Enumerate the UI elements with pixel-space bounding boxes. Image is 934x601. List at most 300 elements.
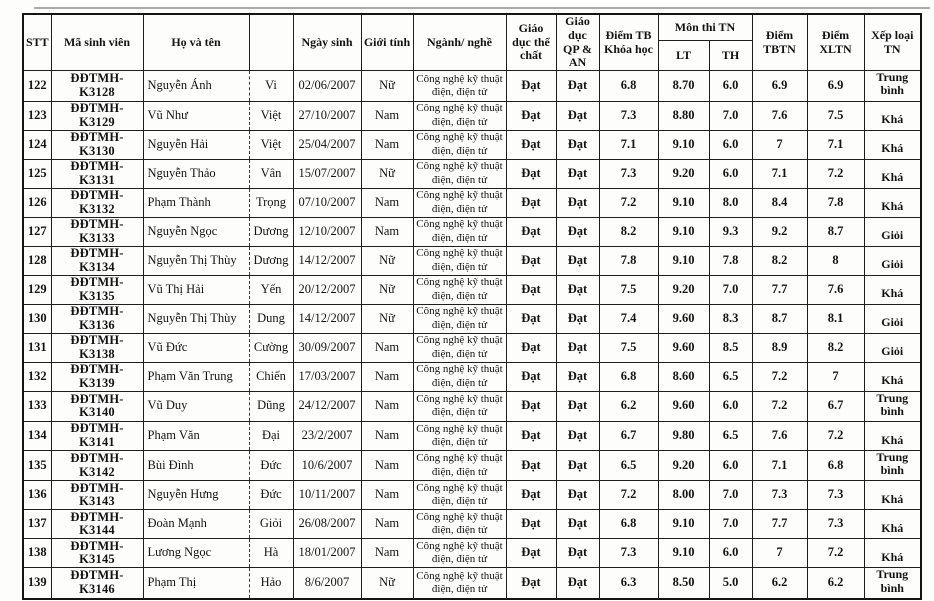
cell-gpa: 7.4: [599, 304, 658, 333]
cell-rank: Khá: [864, 101, 921, 130]
table-row: [23, 130, 921, 159]
cell-gpa: 6.2: [599, 391, 658, 421]
table-row: [23, 246, 921, 275]
cell-major: Công nghệ kỹ thuật điện, điện tử: [413, 333, 506, 362]
table-header: [23, 14, 921, 71]
cell-xltn: 7.8: [807, 188, 864, 217]
cell-defense: Đạt: [556, 217, 599, 246]
cell-gender: Nam: [361, 421, 413, 450]
cell-stt: 136: [23, 481, 51, 510]
col-header-defense: Giáo dục QP & AN: [556, 14, 599, 71]
cell-dob: 25/04/2007: [293, 130, 361, 159]
cell-major: Công nghệ kỹ thuật điện, điện tử: [413, 130, 506, 159]
cell-th: 6.5: [709, 362, 752, 391]
cell-defense: Đạt: [556, 362, 599, 391]
cell-stt: 124: [23, 130, 51, 159]
cell-tbtn: 6.9: [752, 71, 807, 101]
cell-student-id: ĐĐTMH-K3134: [51, 246, 143, 275]
cell-defense: Đạt: [556, 71, 599, 101]
table-row: [23, 188, 921, 217]
cell-major: Công nghệ kỹ thuật điện, điện tử: [413, 159, 506, 188]
cell-stt: 127: [23, 217, 51, 246]
cell-pe: Đạt: [506, 246, 556, 275]
cell-stt: 129: [23, 275, 51, 304]
cell-th: 6.0: [709, 71, 752, 101]
cell-gender: Nam: [361, 539, 413, 568]
cell-gpa: 7.5: [599, 275, 658, 304]
cell-lt: 9.20: [658, 275, 709, 304]
cell-gender: Nữ: [361, 246, 413, 275]
cell-xltn: 7.2: [807, 421, 864, 450]
cell-dob: 8/6/2007: [293, 568, 361, 599]
cell-tbtn: 8.2: [752, 246, 807, 275]
cell-major: Công nghệ kỹ thuật điện, điện tử: [413, 71, 506, 101]
cell-lt: 9.10: [658, 188, 709, 217]
cell-th: 7.0: [709, 510, 752, 539]
cell-lt: 9.10: [658, 130, 709, 159]
cell-rank: Khá: [864, 481, 921, 510]
col-header-stt: STT: [23, 14, 51, 71]
cell-lt: 8.80: [658, 101, 709, 130]
cell-lt: 8.50: [658, 568, 709, 599]
cell-given-name: Hà: [249, 539, 293, 568]
cell-th: 8.3: [709, 304, 752, 333]
cell-major: Công nghệ kỹ thuật điện, điện tử: [413, 568, 506, 599]
cell-given-name: Việt: [249, 101, 293, 130]
cell-family-name: Đoàn Mạnh: [143, 510, 249, 539]
table-row: [23, 159, 921, 188]
cell-given-name: Dương: [249, 217, 293, 246]
cell-given-name: Dũng: [249, 391, 293, 421]
col-header-tbtn: Điểm TBTN: [752, 14, 807, 71]
page-top-rule: [34, 7, 930, 9]
cell-given-name: Giỏi: [249, 510, 293, 539]
cell-tbtn: 7.6: [752, 101, 807, 130]
cell-major: Công nghệ kỹ thuật điện, điện tử: [413, 391, 506, 421]
col-header-pe: Giáo dục thể chất: [506, 14, 556, 71]
cell-major: Công nghệ kỹ thuật điện, điện tử: [413, 275, 506, 304]
cell-xltn: 8.1: [807, 304, 864, 333]
cell-tbtn: 8.9: [752, 333, 807, 362]
cell-dob: 24/12/2007: [293, 391, 361, 421]
cell-defense: Đạt: [556, 539, 599, 568]
cell-xltn: 8.2: [807, 333, 864, 362]
cell-dob: 10/11/2007: [293, 481, 361, 510]
table-row: [23, 333, 921, 362]
cell-lt: 9.20: [658, 159, 709, 188]
cell-family-name: Vũ Đức: [143, 333, 249, 362]
cell-major: Công nghệ kỹ thuật điện, điện tử: [413, 362, 506, 391]
cell-family-name: Lương Ngọc: [143, 539, 249, 568]
cell-given-name: Vi: [249, 71, 293, 101]
cell-th: 9.3: [709, 217, 752, 246]
cell-dob: 10/6/2007: [293, 450, 361, 480]
table-row: [23, 275, 921, 304]
cell-defense: Đạt: [556, 450, 599, 480]
cell-lt: 9.60: [658, 304, 709, 333]
col-header-given-name-blank: [249, 14, 293, 71]
col-header-lt: LT: [658, 41, 709, 71]
cell-pe: Đạt: [506, 333, 556, 362]
cell-student-id: ĐĐTMH-K3135: [51, 275, 143, 304]
cell-gpa: 6.8: [599, 71, 658, 101]
table-row: [23, 362, 921, 391]
cell-family-name: Phạm Văn: [143, 421, 249, 450]
cell-dob: 07/10/2007: [293, 188, 361, 217]
cell-family-name: Phạm Văn Trung: [143, 362, 249, 391]
cell-gpa: 6.3: [599, 568, 658, 599]
cell-student-id: ĐĐTMH-K3136: [51, 304, 143, 333]
cell-major: Công nghệ kỹ thuật điện, điện tử: [413, 481, 506, 510]
cell-stt: 134: [23, 421, 51, 450]
cell-gender: Nam: [361, 362, 413, 391]
cell-tbtn: 8.4: [752, 188, 807, 217]
cell-stt: 131: [23, 333, 51, 362]
cell-gpa: 6.5: [599, 450, 658, 480]
cell-dob: 18/01/2007: [293, 539, 361, 568]
cell-major: Công nghệ kỹ thuật điện, điện tử: [413, 101, 506, 130]
cell-xltn: 6.8: [807, 450, 864, 480]
cell-family-name: Bùi Đình: [143, 450, 249, 480]
cell-gender: Nam: [361, 101, 413, 130]
cell-major: Công nghệ kỹ thuật điện, điện tử: [413, 304, 506, 333]
col-header-student-id: Mã sinh viên: [51, 14, 143, 71]
cell-student-id: ĐĐTMH-K3129: [51, 101, 143, 130]
cell-pe: Đạt: [506, 362, 556, 391]
cell-rank: Giỏi: [864, 217, 921, 246]
cell-tbtn: 7.7: [752, 275, 807, 304]
cell-tbtn: 7.2: [752, 391, 807, 421]
cell-rank: Trung bình: [864, 71, 921, 101]
col-header-major: Ngành/ nghề: [413, 14, 506, 71]
cell-defense: Đạt: [556, 130, 599, 159]
cell-defense: Đạt: [556, 159, 599, 188]
cell-rank: Giỏi: [864, 333, 921, 362]
cell-xltn: 6.9: [807, 71, 864, 101]
cell-rank: Khá: [864, 188, 921, 217]
col-header-dob: Ngày sinh: [293, 14, 361, 71]
cell-dob: 02/06/2007: [293, 71, 361, 101]
cell-major: Công nghệ kỹ thuật điện, điện tử: [413, 246, 506, 275]
cell-lt: 8.70: [658, 71, 709, 101]
col-header-xltn: Điểm XLTN: [807, 14, 864, 71]
cell-pe: Đạt: [506, 421, 556, 450]
cell-tbtn: 7.1: [752, 450, 807, 480]
cell-student-id: ĐĐTMH-K3128: [51, 71, 143, 101]
cell-rank: Giỏi: [864, 246, 921, 275]
cell-student-id: ĐĐTMH-K3141: [51, 421, 143, 450]
cell-given-name: Việt: [249, 130, 293, 159]
graduation-results-table: [22, 13, 922, 600]
cell-major: Công nghệ kỹ thuật điện, điện tử: [413, 539, 506, 568]
cell-rank: Khá: [864, 421, 921, 450]
cell-gpa: 7.2: [599, 188, 658, 217]
cell-family-name: Vũ Thị Hải: [143, 275, 249, 304]
col-header-gender: Giới tính: [361, 14, 413, 71]
col-header-exam-group: Môn thi TN: [658, 14, 752, 41]
cell-student-id: ĐĐTMH-K3133: [51, 217, 143, 246]
cell-dob: 30/09/2007: [293, 333, 361, 362]
cell-given-name: Đại: [249, 421, 293, 450]
cell-tbtn: 7: [752, 539, 807, 568]
cell-stt: 128: [23, 246, 51, 275]
cell-gender: Nam: [361, 217, 413, 246]
cell-major: Công nghệ kỹ thuật điện, điện tử: [413, 217, 506, 246]
table-row: [23, 450, 921, 480]
cell-gpa: 6.7: [599, 421, 658, 450]
cell-defense: Đạt: [556, 101, 599, 130]
cell-defense: Đạt: [556, 246, 599, 275]
cell-dob: 12/10/2007: [293, 217, 361, 246]
cell-gender: Nam: [361, 391, 413, 421]
cell-family-name: Vũ Duy: [143, 391, 249, 421]
cell-family-name: Nguyễn Hưng: [143, 481, 249, 510]
cell-given-name: Dung: [249, 304, 293, 333]
cell-gender: Nam: [361, 130, 413, 159]
cell-student-id: ĐĐTMH-K3143: [51, 481, 143, 510]
cell-lt: 9.10: [658, 510, 709, 539]
cell-gender: Nữ: [361, 275, 413, 304]
table-row: [23, 304, 921, 333]
cell-tbtn: 7: [752, 130, 807, 159]
cell-lt: 9.60: [658, 391, 709, 421]
cell-defense: Đạt: [556, 275, 599, 304]
cell-th: 7.0: [709, 101, 752, 130]
cell-th: 6.0: [709, 391, 752, 421]
cell-pe: Đạt: [506, 188, 556, 217]
cell-student-id: ĐĐTMH-K3132: [51, 188, 143, 217]
cell-pe: Đạt: [506, 391, 556, 421]
cell-rank: Trung bình: [864, 450, 921, 480]
cell-gender: Nữ: [361, 568, 413, 599]
cell-pe: Đạt: [506, 539, 556, 568]
col-header-rank: Xếp loại TN: [864, 14, 921, 71]
cell-th: 6.5: [709, 421, 752, 450]
cell-tbtn: 9.2: [752, 217, 807, 246]
cell-gpa: 8.2: [599, 217, 658, 246]
cell-given-name: Hảo: [249, 568, 293, 599]
table-row: [23, 510, 921, 539]
cell-stt: 135: [23, 450, 51, 480]
cell-student-id: ĐĐTMH-K3140: [51, 391, 143, 421]
cell-given-name: Vân: [249, 159, 293, 188]
cell-family-name: Phạm Thành: [143, 188, 249, 217]
cell-family-name: Nguyễn Hải: [143, 130, 249, 159]
cell-defense: Đạt: [556, 391, 599, 421]
cell-student-id: ĐĐTMH-K3146: [51, 568, 143, 599]
cell-th: 7.0: [709, 481, 752, 510]
cell-xltn: 7.2: [807, 159, 864, 188]
cell-dob: 20/12/2007: [293, 275, 361, 304]
cell-th: 8.0: [709, 188, 752, 217]
cell-xltn: 7.5: [807, 101, 864, 130]
cell-given-name: Chiến: [249, 362, 293, 391]
cell-given-name: Dương: [249, 246, 293, 275]
cell-gender: Nam: [361, 188, 413, 217]
cell-defense: Đạt: [556, 510, 599, 539]
cell-stt: 130: [23, 304, 51, 333]
cell-major: Công nghệ kỹ thuật điện, điện tử: [413, 450, 506, 480]
cell-major: Công nghệ kỹ thuật điện, điện tử: [413, 421, 506, 450]
cell-stt: 123: [23, 101, 51, 130]
cell-lt: 9.10: [658, 539, 709, 568]
cell-tbtn: 7.2: [752, 362, 807, 391]
cell-pe: Đạt: [506, 71, 556, 101]
cell-lt: 9.60: [658, 333, 709, 362]
cell-gpa: 7.3: [599, 101, 658, 130]
cell-stt: 132: [23, 362, 51, 391]
cell-th: 6.0: [709, 130, 752, 159]
cell-stt: 137: [23, 510, 51, 539]
cell-pe: Đạt: [506, 450, 556, 480]
cell-student-id: ĐĐTMH-K3144: [51, 510, 143, 539]
cell-th: 5.0: [709, 568, 752, 599]
cell-th: 7.8: [709, 246, 752, 275]
cell-pe: Đạt: [506, 510, 556, 539]
cell-defense: Đạt: [556, 481, 599, 510]
cell-xltn: 6.7: [807, 391, 864, 421]
cell-defense: Đạt: [556, 304, 599, 333]
cell-gpa: 7.8: [599, 246, 658, 275]
cell-pe: Đạt: [506, 130, 556, 159]
table-row: [23, 71, 921, 101]
cell-pe: Đạt: [506, 101, 556, 130]
cell-stt: 122: [23, 71, 51, 101]
cell-defense: Đạt: [556, 333, 599, 362]
table-row: [23, 539, 921, 568]
cell-student-id: ĐĐTMH-K3139: [51, 362, 143, 391]
cell-rank: Khá: [864, 510, 921, 539]
cell-xltn: 8.7: [807, 217, 864, 246]
cell-tbtn: 7.7: [752, 510, 807, 539]
cell-tbtn: 7.1: [752, 159, 807, 188]
cell-th: 7.0: [709, 275, 752, 304]
cell-xltn: 7: [807, 362, 864, 391]
cell-gender: Nam: [361, 450, 413, 480]
cell-gpa: 7.3: [599, 159, 658, 188]
cell-pe: Đạt: [506, 304, 556, 333]
cell-gender: Nam: [361, 333, 413, 362]
cell-th: 6.0: [709, 159, 752, 188]
cell-th: 6.0: [709, 450, 752, 480]
cell-lt: 9.80: [658, 421, 709, 450]
cell-xltn: 7.2: [807, 539, 864, 568]
cell-xltn: 8: [807, 246, 864, 275]
cell-given-name: Đức: [249, 481, 293, 510]
cell-xltn: 7.1: [807, 130, 864, 159]
cell-major: Công nghệ kỹ thuật điện, điện tử: [413, 188, 506, 217]
cell-stt: 138: [23, 539, 51, 568]
cell-rank: Khá: [864, 130, 921, 159]
cell-tbtn: 6.2: [752, 568, 807, 599]
cell-given-name: Cường: [249, 333, 293, 362]
cell-xltn: 6.2: [807, 568, 864, 599]
cell-gender: Nam: [361, 481, 413, 510]
cell-stt: 133: [23, 391, 51, 421]
cell-xltn: 7.6: [807, 275, 864, 304]
cell-pe: Đạt: [506, 159, 556, 188]
cell-gpa: 6.8: [599, 362, 658, 391]
cell-th: 8.5: [709, 333, 752, 362]
table-row: [23, 421, 921, 450]
cell-dob: 23/2/2007: [293, 421, 361, 450]
cell-dob: 26/08/2007: [293, 510, 361, 539]
cell-family-name: Nguyễn Thảo: [143, 159, 249, 188]
cell-pe: Đạt: [506, 275, 556, 304]
col-header-th: TH: [709, 41, 752, 71]
cell-family-name: Nguyễn Ánh: [143, 71, 249, 101]
table-row: [23, 568, 921, 599]
cell-student-id: ĐĐTMH-K3131: [51, 159, 143, 188]
cell-dob: 27/10/2007: [293, 101, 361, 130]
cell-xltn: 7.3: [807, 481, 864, 510]
cell-defense: Đạt: [556, 188, 599, 217]
cell-xltn: 7.3: [807, 510, 864, 539]
cell-lt: 9.20: [658, 450, 709, 480]
cell-dob: 15/07/2007: [293, 159, 361, 188]
cell-given-name: Đức: [249, 450, 293, 480]
cell-gpa: 6.8: [599, 510, 658, 539]
cell-gpa: 7.2: [599, 481, 658, 510]
cell-gender: Nữ: [361, 304, 413, 333]
cell-given-name: Trọng: [249, 188, 293, 217]
cell-lt: 8.60: [658, 362, 709, 391]
cell-gpa: 7.1: [599, 130, 658, 159]
col-header-full-name: Họ và tên: [143, 14, 249, 71]
cell-gender: Nữ: [361, 71, 413, 101]
table-row: [23, 217, 921, 246]
cell-pe: Đạt: [506, 568, 556, 599]
cell-stt: 139: [23, 568, 51, 599]
cell-rank: Khá: [864, 159, 921, 188]
cell-gender: Nữ: [361, 159, 413, 188]
cell-student-id: ĐĐTMH-K3138: [51, 333, 143, 362]
cell-rank: Trung bình: [864, 568, 921, 599]
table-row: [23, 101, 921, 130]
cell-major: Công nghệ kỹ thuật điện, điện tử: [413, 510, 506, 539]
cell-lt: 8.00: [658, 481, 709, 510]
table-row: [23, 391, 921, 421]
cell-family-name: Nguyễn Thị Thùy: [143, 304, 249, 333]
cell-gpa: 7.3: [599, 539, 658, 568]
cell-tbtn: 8.7: [752, 304, 807, 333]
cell-stt: 126: [23, 188, 51, 217]
cell-family-name: Vũ Như: [143, 101, 249, 130]
cell-lt: 9.10: [658, 217, 709, 246]
col-header-gpa: Điểm TB Khóa học: [599, 14, 658, 71]
cell-dob: 14/12/2007: [293, 246, 361, 275]
cell-rank: Trung bình: [864, 391, 921, 421]
table-row: [23, 481, 921, 510]
cell-rank: Khá: [864, 275, 921, 304]
cell-pe: Đạt: [506, 217, 556, 246]
table-body: [23, 71, 921, 599]
cell-student-id: ĐĐTMH-K3145: [51, 539, 143, 568]
cell-gpa: 7.5: [599, 333, 658, 362]
cell-dob: 17/03/2007: [293, 362, 361, 391]
cell-lt: 9.10: [658, 246, 709, 275]
cell-rank: Giỏi: [864, 304, 921, 333]
cell-rank: Khá: [864, 362, 921, 391]
cell-stt: 125: [23, 159, 51, 188]
cell-defense: Đạt: [556, 568, 599, 599]
cell-pe: Đạt: [506, 481, 556, 510]
cell-given-name: Yến: [249, 275, 293, 304]
cell-defense: Đạt: [556, 421, 599, 450]
cell-dob: 14/12/2007: [293, 304, 361, 333]
cell-student-id: ĐĐTMH-K3130: [51, 130, 143, 159]
cell-student-id: ĐĐTMH-K3142: [51, 450, 143, 480]
